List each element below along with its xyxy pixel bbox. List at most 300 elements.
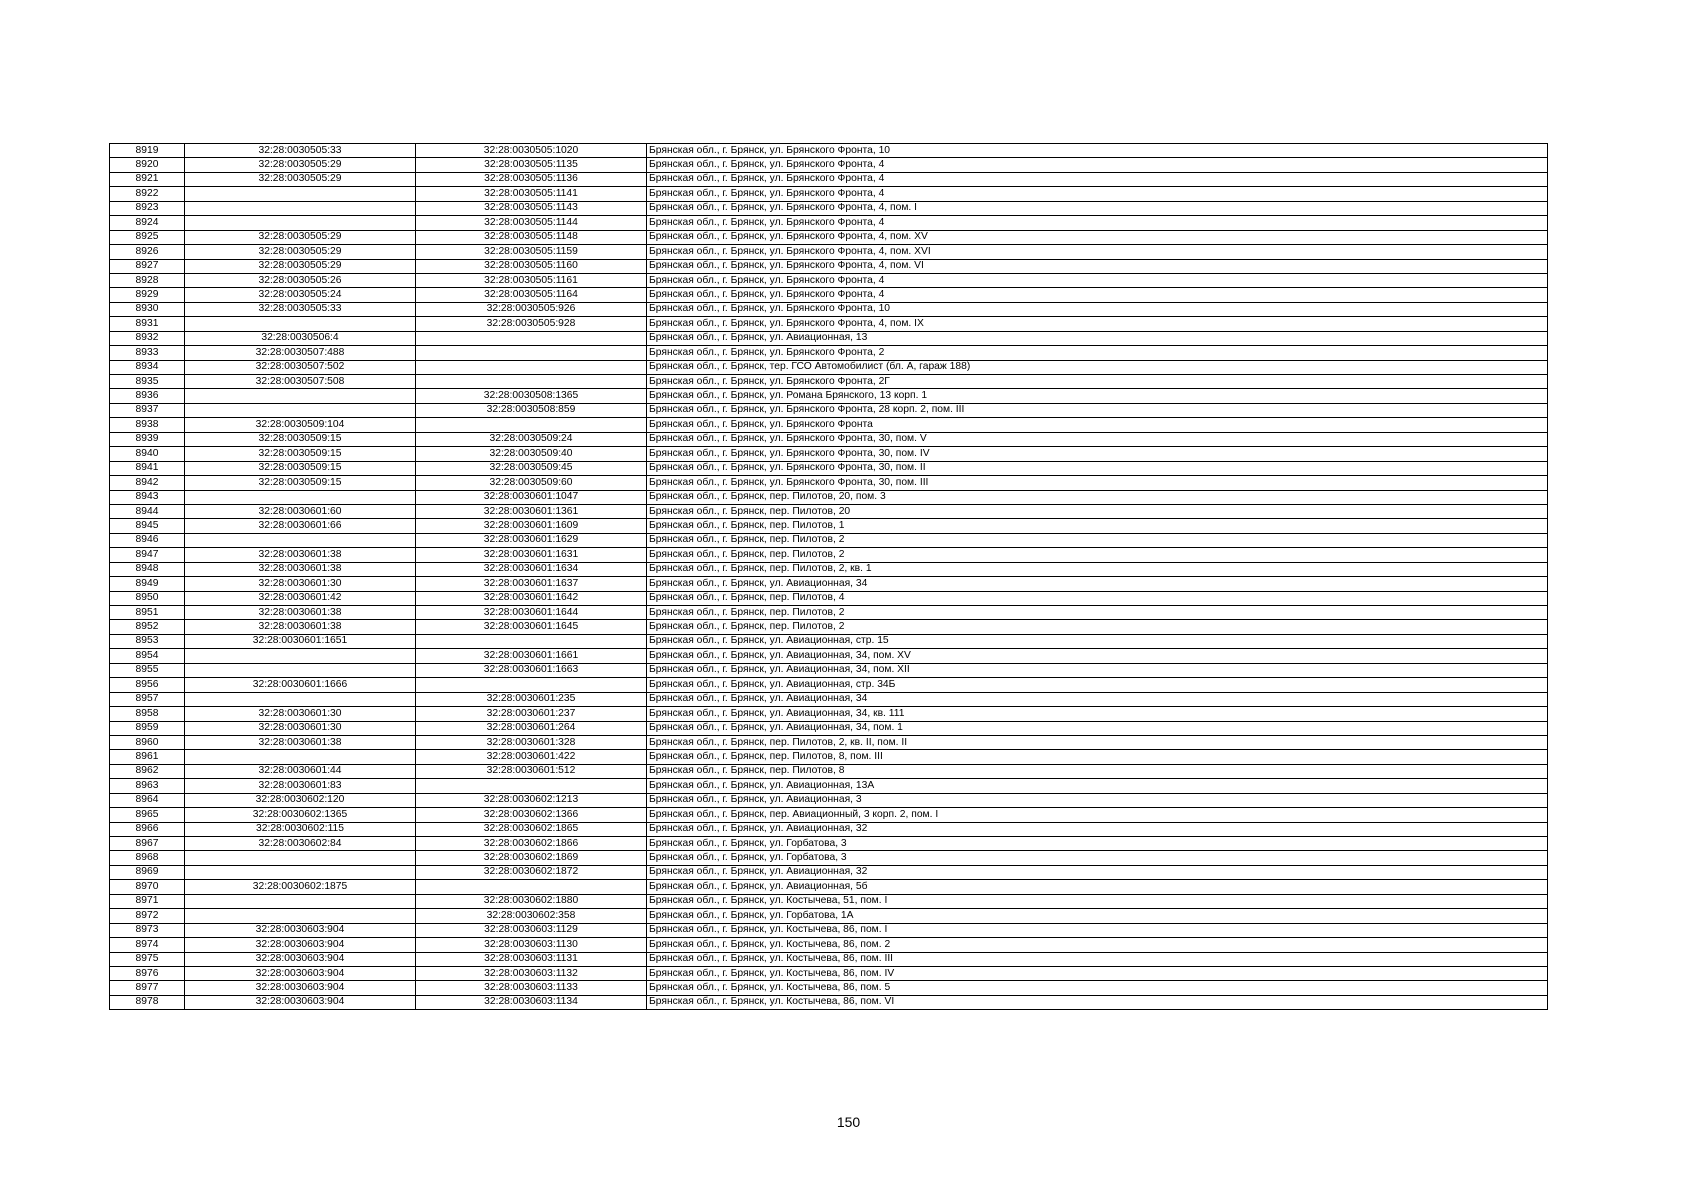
address-cell: Брянская обл., г. Брянск, пер. Пилотов, 20, пом. 3	[647, 490, 1548, 504]
row-number-cell: 8919	[110, 144, 185, 158]
table-row	[110, 230, 1548, 244]
object-cadastral-number-cell: 32:28:0030603:1131	[416, 952, 647, 966]
table-row	[110, 519, 1548, 533]
object-cadastral-number-cell: 32:28:0030602:1872	[416, 865, 647, 879]
row-number-cell: 8922	[110, 187, 185, 201]
land-cadastral-number-cell: 32:28:0030602:120	[185, 793, 416, 807]
land-cadastral-number-cell: 32:28:0030505:29	[185, 245, 416, 259]
row-number-cell: 8940	[110, 447, 185, 461]
row-number-cell: 8948	[110, 562, 185, 576]
land-cadastral-number-cell: 32:28:0030509:15	[185, 476, 416, 490]
land-cadastral-number-cell: 32:28:0030603:904	[185, 981, 416, 995]
table-row	[110, 649, 1548, 663]
object-cadastral-number-cell: 32:28:0030602:358	[416, 909, 647, 923]
row-number-cell: 8928	[110, 273, 185, 287]
address-cell: Брянская обл., г. Брянск, ул. Авиационная, стр. 15	[647, 634, 1548, 648]
land-cadastral-number-cell	[185, 187, 416, 201]
land-cadastral-number-cell: 32:28:0030505:33	[185, 144, 416, 158]
row-number-cell: 8936	[110, 389, 185, 403]
land-cadastral-number-cell: 32:28:0030601:30	[185, 721, 416, 735]
table-row	[110, 158, 1548, 172]
address-cell: Брянская обл., г. Брянск, пер. Пилотов, 4	[647, 591, 1548, 605]
land-cadastral-number-cell	[185, 851, 416, 865]
address-cell: Брянская обл., г. Брянск, ул. Брянского Фронта, 30, пом. V	[647, 432, 1548, 446]
row-number-cell: 8937	[110, 403, 185, 417]
land-cadastral-number-cell: 32:28:0030509:15	[185, 461, 416, 475]
address-cell: Брянская обл., г. Брянск, пер. Пилотов, 8, пом. III	[647, 750, 1548, 764]
row-number-cell: 8959	[110, 721, 185, 735]
land-cadastral-number-cell: 32:28:0030601:1651	[185, 634, 416, 648]
land-cadastral-number-cell: 32:28:0030507:488	[185, 346, 416, 360]
address-cell: Брянская обл., г. Брянск, ул. Брянского Фронта, 4	[647, 288, 1548, 302]
address-cell: Брянская обл., г. Брянск, пер. Пилотов, 8	[647, 764, 1548, 778]
table-row	[110, 995, 1548, 1009]
object-cadastral-number-cell	[416, 418, 647, 432]
address-cell: Брянская обл., г. Брянск, ул. Брянского Фронта, 4	[647, 187, 1548, 201]
land-cadastral-number-cell	[185, 663, 416, 677]
address-cell: Брянская обл., г. Брянск, ул. Костычева, 51, пом. I	[647, 894, 1548, 908]
land-cadastral-number-cell: 32:28:0030601:30	[185, 577, 416, 591]
row-number-cell: 8931	[110, 317, 185, 331]
table-row	[110, 981, 1548, 995]
object-cadastral-number-cell: 32:28:0030603:1129	[416, 923, 647, 937]
row-number-cell: 8938	[110, 418, 185, 432]
land-cadastral-number-cell: 32:28:0030601:38	[185, 606, 416, 620]
address-cell: Брянская обл., г. Брянск, ул. Костычева, 86, пом. 2	[647, 938, 1548, 952]
land-cadastral-number-cell	[185, 490, 416, 504]
table-row	[110, 476, 1548, 490]
land-cadastral-number-cell: 32:28:0030601:66	[185, 519, 416, 533]
land-cadastral-number-cell: 32:28:0030506:4	[185, 331, 416, 345]
row-number-cell: 8965	[110, 808, 185, 822]
address-cell: Брянская обл., г. Брянск, ул. Брянского Фронта, 4	[647, 158, 1548, 172]
table-row	[110, 678, 1548, 692]
address-cell: Брянская обл., г. Брянск, ул. Авиационная, 13	[647, 331, 1548, 345]
row-number-cell: 8920	[110, 158, 185, 172]
table-row	[110, 735, 1548, 749]
address-cell: Брянская обл., г. Брянск, ул. Костычева, 86, пом. I	[647, 923, 1548, 937]
address-cell: Брянская обл., г. Брянск, ул. Костычева, 86, пом. 5	[647, 981, 1548, 995]
object-cadastral-number-cell	[416, 331, 647, 345]
object-cadastral-number-cell	[416, 678, 647, 692]
row-number-cell: 8956	[110, 678, 185, 692]
object-cadastral-number-cell: 32:28:0030601:237	[416, 707, 647, 721]
address-cell: Брянская обл., г. Брянск, пер. Пилотов, 2, кв. II, пом. II	[647, 735, 1548, 749]
address-cell: Брянская обл., г. Брянск, ул. Брянского Фронта, 10	[647, 144, 1548, 158]
land-cadastral-number-cell: 32:28:0030603:904	[185, 923, 416, 937]
row-number-cell: 8978	[110, 995, 185, 1009]
address-cell: Брянская обл., г. Брянск, ул. Брянского Фронта	[647, 418, 1548, 432]
object-cadastral-number-cell: 32:28:0030505:1143	[416, 201, 647, 215]
land-cadastral-number-cell: 32:28:0030603:904	[185, 995, 416, 1009]
land-cadastral-number-cell: 32:28:0030505:29	[185, 172, 416, 186]
object-cadastral-number-cell: 32:28:0030509:60	[416, 476, 647, 490]
address-cell: Брянская обл., г. Брянск, ул. Брянского Фронта, 30, пом. II	[647, 461, 1548, 475]
object-cadastral-number-cell: 32:28:0030602:1880	[416, 894, 647, 908]
object-cadastral-number-cell: 32:28:0030601:1642	[416, 591, 647, 605]
table-row	[110, 360, 1548, 374]
object-cadastral-number-cell: 32:28:0030505:1144	[416, 216, 647, 230]
table-row	[110, 707, 1548, 721]
address-cell: Брянская обл., г. Брянск, ул. Костычева, 86, пом. VI	[647, 995, 1548, 1009]
table-row	[110, 144, 1548, 158]
land-cadastral-number-cell	[185, 750, 416, 764]
land-cadastral-number-cell: 32:28:0030602:1875	[185, 880, 416, 894]
address-cell: Брянская обл., г. Брянск, ул. Брянского Фронта, 4	[647, 273, 1548, 287]
row-number-cell: 8932	[110, 331, 185, 345]
object-cadastral-number-cell: 32:28:0030601:1637	[416, 577, 647, 591]
table-row	[110, 461, 1548, 475]
row-number-cell: 8958	[110, 707, 185, 721]
land-cadastral-number-cell	[185, 317, 416, 331]
table-row	[110, 548, 1548, 562]
table-row	[110, 346, 1548, 360]
object-cadastral-number-cell: 32:28:0030505:928	[416, 317, 647, 331]
table-row	[110, 317, 1548, 331]
address-cell: Брянская обл., г. Брянск, ул. Брянского Фронта, 2	[647, 346, 1548, 360]
object-cadastral-number-cell	[416, 880, 647, 894]
table-row	[110, 663, 1548, 677]
row-number-cell: 8967	[110, 837, 185, 851]
land-cadastral-number-cell: 32:28:0030601:38	[185, 620, 416, 634]
object-cadastral-number-cell: 32:28:0030508:1365	[416, 389, 647, 403]
table-row	[110, 952, 1548, 966]
table-row	[110, 793, 1548, 807]
row-number-cell: 8921	[110, 172, 185, 186]
land-cadastral-number-cell	[185, 403, 416, 417]
object-cadastral-number-cell: 32:28:0030505:1148	[416, 230, 647, 244]
address-cell: Брянская обл., г. Брянск, ул. Горбатова, 1А	[647, 909, 1548, 923]
row-number-cell: 8935	[110, 375, 185, 389]
table-row	[110, 331, 1548, 345]
object-cadastral-number-cell: 32:28:0030505:1160	[416, 259, 647, 273]
address-cell: Брянская обл., г. Брянск, ул. Брянского Фронта, 4, пом. IX	[647, 317, 1548, 331]
row-number-cell: 8927	[110, 259, 185, 273]
row-number-cell: 8963	[110, 779, 185, 793]
row-number-cell: 8971	[110, 894, 185, 908]
table-row	[110, 418, 1548, 432]
object-cadastral-number-cell: 32:28:0030505:1164	[416, 288, 647, 302]
address-cell: Брянская обл., г. Брянск, ул. Брянского Фронта, 4, пом. XV	[647, 230, 1548, 244]
row-number-cell: 8943	[110, 490, 185, 504]
land-cadastral-number-cell: 32:28:0030509:15	[185, 432, 416, 446]
table-row	[110, 273, 1548, 287]
land-cadastral-number-cell: 32:28:0030602:1365	[185, 808, 416, 822]
object-cadastral-number-cell: 32:28:0030603:1133	[416, 981, 647, 995]
object-cadastral-number-cell	[416, 634, 647, 648]
table-row	[110, 764, 1548, 778]
row-number-cell: 8934	[110, 360, 185, 374]
table-row	[110, 692, 1548, 706]
address-cell: Брянская обл., г. Брянск, пер. Пилотов, 2	[647, 548, 1548, 562]
table-row	[110, 562, 1548, 576]
row-number-cell: 8962	[110, 764, 185, 778]
registry-table	[109, 143, 1548, 1010]
row-number-cell: 8929	[110, 288, 185, 302]
address-cell: Брянская обл., г. Брянск, пер. Пилотов, 20	[647, 504, 1548, 518]
table-row	[110, 187, 1548, 201]
land-cadastral-number-cell: 32:28:0030505:33	[185, 302, 416, 316]
object-cadastral-number-cell: 32:28:0030601:235	[416, 692, 647, 706]
object-cadastral-number-cell: 32:28:0030603:1132	[416, 966, 647, 980]
address-cell: Брянская обл., г. Брянск, ул. Авиационная, 3	[647, 793, 1548, 807]
table-row	[110, 620, 1548, 634]
object-cadastral-number-cell: 32:28:0030505:1020	[416, 144, 647, 158]
row-number-cell: 8954	[110, 649, 185, 663]
land-cadastral-number-cell	[185, 533, 416, 547]
table-row	[110, 389, 1548, 403]
table-row	[110, 634, 1548, 648]
row-number-cell: 8957	[110, 692, 185, 706]
address-cell: Брянская обл., г. Брянск, ул. Брянского Фронта, 2Г	[647, 375, 1548, 389]
row-number-cell: 8955	[110, 663, 185, 677]
table-row	[110, 216, 1548, 230]
table-row	[110, 302, 1548, 316]
row-number-cell: 8973	[110, 923, 185, 937]
object-cadastral-number-cell	[416, 779, 647, 793]
address-cell: Брянская обл., г. Брянск, пер. Пилотов, 2, кв. 1	[647, 562, 1548, 576]
table-row	[110, 172, 1548, 186]
address-cell: Брянская обл., г. Брянск, пер. Пилотов, 2	[647, 606, 1548, 620]
address-cell: Брянская обл., г. Брянск, ул. Брянского Фронта, 30, пом. III	[647, 476, 1548, 490]
land-cadastral-number-cell: 32:28:0030505:29	[185, 230, 416, 244]
object-cadastral-number-cell: 32:28:0030505:1141	[416, 187, 647, 201]
object-cadastral-number-cell: 32:28:0030601:1609	[416, 519, 647, 533]
land-cadastral-number-cell: 32:28:0030601:38	[185, 548, 416, 562]
address-cell: Брянская обл., г. Брянск, ул. Авиационная, 34, кв. 111	[647, 707, 1548, 721]
address-cell: Брянская обл., г. Брянск, ул. Костычева, 86, пом. IV	[647, 966, 1548, 980]
address-cell: Брянская обл., г. Брянск, ул. Авиационная, 32	[647, 865, 1548, 879]
land-cadastral-number-cell	[185, 216, 416, 230]
row-number-cell: 8970	[110, 880, 185, 894]
object-cadastral-number-cell	[416, 346, 647, 360]
row-number-cell: 8969	[110, 865, 185, 879]
table-row	[110, 259, 1548, 273]
address-cell: Брянская обл., г. Брянск, ул. Брянского Фронта, 4, пом. I	[647, 201, 1548, 215]
object-cadastral-number-cell: 32:28:0030601:422	[416, 750, 647, 764]
object-cadastral-number-cell: 32:28:0030509:24	[416, 432, 647, 446]
table-row	[110, 779, 1548, 793]
row-number-cell: 8942	[110, 476, 185, 490]
address-cell: Брянская обл., г. Брянск, ул. Авиационная, 32	[647, 822, 1548, 836]
table-row	[110, 533, 1548, 547]
table-row	[110, 865, 1548, 879]
row-number-cell: 8976	[110, 966, 185, 980]
object-cadastral-number-cell: 32:28:0030505:1161	[416, 273, 647, 287]
table-row	[110, 432, 1548, 446]
object-cadastral-number-cell: 32:28:0030602:1869	[416, 851, 647, 865]
address-cell: Брянская обл., г. Брянск, ул. Брянского Фронта, 4	[647, 216, 1548, 230]
object-cadastral-number-cell: 32:28:0030602:1866	[416, 837, 647, 851]
address-cell: Брянская обл., г. Брянск, ул. Брянского Фронта, 30, пом. IV	[647, 447, 1548, 461]
land-cadastral-number-cell	[185, 909, 416, 923]
row-number-cell: 8975	[110, 952, 185, 966]
land-cadastral-number-cell: 32:28:0030602:84	[185, 837, 416, 851]
row-number-cell: 8944	[110, 504, 185, 518]
object-cadastral-number-cell: 32:28:0030602:1213	[416, 793, 647, 807]
object-cadastral-number-cell: 32:28:0030601:264	[416, 721, 647, 735]
land-cadastral-number-cell: 32:28:0030509:15	[185, 447, 416, 461]
object-cadastral-number-cell: 32:28:0030601:1631	[416, 548, 647, 562]
table-row	[110, 894, 1548, 908]
land-cadastral-number-cell	[185, 894, 416, 908]
land-cadastral-number-cell: 32:28:0030601:42	[185, 591, 416, 605]
table-row	[110, 721, 1548, 735]
address-cell: Брянская обл., г. Брянск, пер. Пилотов, 2	[647, 533, 1548, 547]
address-cell: Брянская обл., г. Брянск, ул. Авиационная, 13А	[647, 779, 1548, 793]
address-cell: Брянская обл., г. Брянск, тер. ГСО Автомобилист (бл. А, гараж 188)	[647, 360, 1548, 374]
address-cell: Брянская обл., г. Брянск, ул. Авиационная, 34	[647, 692, 1548, 706]
land-cadastral-number-cell	[185, 201, 416, 215]
row-number-cell: 8960	[110, 735, 185, 749]
object-cadastral-number-cell: 32:28:0030505:1136	[416, 172, 647, 186]
row-number-cell: 8925	[110, 230, 185, 244]
object-cadastral-number-cell: 32:28:0030505:926	[416, 302, 647, 316]
table-row	[110, 504, 1548, 518]
object-cadastral-number-cell: 32:28:0030601:1663	[416, 663, 647, 677]
table-row	[110, 938, 1548, 952]
object-cadastral-number-cell: 32:28:0030602:1865	[416, 822, 647, 836]
row-number-cell: 8930	[110, 302, 185, 316]
land-cadastral-number-cell	[185, 389, 416, 403]
land-cadastral-number-cell: 32:28:0030505:29	[185, 158, 416, 172]
row-number-cell: 8949	[110, 577, 185, 591]
table-row	[110, 403, 1548, 417]
address-cell: Брянская обл., г. Брянск, ул. Авиационная, стр. 34Б	[647, 678, 1548, 692]
address-cell: Брянская обл., г. Брянск, ул. Авиационная, 34, пом. XV	[647, 649, 1548, 663]
table-row	[110, 750, 1548, 764]
land-cadastral-number-cell: 32:28:0030601:38	[185, 562, 416, 576]
land-cadastral-number-cell: 32:28:0030603:904	[185, 966, 416, 980]
table-row	[110, 245, 1548, 259]
table-row	[110, 201, 1548, 215]
row-number-cell: 8977	[110, 981, 185, 995]
land-cadastral-number-cell: 32:28:0030507:502	[185, 360, 416, 374]
land-cadastral-number-cell: 32:28:0030505:29	[185, 259, 416, 273]
address-cell: Брянская обл., г. Брянск, ул. Брянского Фронта, 4, пом. XVI	[647, 245, 1548, 259]
table-row	[110, 375, 1548, 389]
address-cell: Брянская обл., г. Брянск, ул. Брянского Фронта, 10	[647, 302, 1548, 316]
row-number-cell: 8951	[110, 606, 185, 620]
registry-table-body	[110, 144, 1548, 1010]
object-cadastral-number-cell: 32:28:0030601:1047	[416, 490, 647, 504]
address-cell: Брянская обл., г. Брянск, ул. Авиационная, 34, пом. XII	[647, 663, 1548, 677]
address-cell: Брянская обл., г. Брянск, ул. Костычева, 86, пом. III	[647, 952, 1548, 966]
address-cell: Брянская обл., г. Брянск, пер. Пилотов, 1	[647, 519, 1548, 533]
table-row	[110, 822, 1548, 836]
table-row	[110, 808, 1548, 822]
object-cadastral-number-cell: 32:28:0030509:40	[416, 447, 647, 461]
land-cadastral-number-cell: 32:28:0030601:83	[185, 779, 416, 793]
land-cadastral-number-cell: 32:28:0030601:38	[185, 735, 416, 749]
land-cadastral-number-cell: 32:28:0030601:1666	[185, 678, 416, 692]
object-cadastral-number-cell	[416, 375, 647, 389]
land-cadastral-number-cell: 32:28:0030601:30	[185, 707, 416, 721]
row-number-cell: 8968	[110, 851, 185, 865]
object-cadastral-number-cell: 32:28:0030505:1159	[416, 245, 647, 259]
page-number: 150	[836, 1114, 861, 1130]
table-row	[110, 606, 1548, 620]
land-cadastral-number-cell	[185, 692, 416, 706]
table-row	[110, 851, 1548, 865]
table-row	[110, 591, 1548, 605]
address-cell: Брянская обл., г. Брянск, ул. Брянского Фронта, 4, пом. VI	[647, 259, 1548, 273]
row-number-cell: 8946	[110, 533, 185, 547]
land-cadastral-number-cell: 32:28:0030505:24	[185, 288, 416, 302]
object-cadastral-number-cell: 32:28:0030601:512	[416, 764, 647, 778]
row-number-cell: 8926	[110, 245, 185, 259]
land-cadastral-number-cell: 32:28:0030603:904	[185, 952, 416, 966]
table-row	[110, 490, 1548, 504]
object-cadastral-number-cell: 32:28:0030508:859	[416, 403, 647, 417]
object-cadastral-number-cell: 32:28:0030603:1134	[416, 995, 647, 1009]
address-cell: Брянская обл., г. Брянск, ул. Горбатова, 3	[647, 837, 1548, 851]
object-cadastral-number-cell: 32:28:0030601:1661	[416, 649, 647, 663]
table-row	[110, 909, 1548, 923]
object-cadastral-number-cell: 32:28:0030602:1366	[416, 808, 647, 822]
row-number-cell: 8953	[110, 634, 185, 648]
object-cadastral-number-cell: 32:28:0030601:1634	[416, 562, 647, 576]
address-cell: Брянская обл., г. Брянск, ул. Брянского Фронта, 4	[647, 172, 1548, 186]
row-number-cell: 8964	[110, 793, 185, 807]
object-cadastral-number-cell: 32:28:0030601:1644	[416, 606, 647, 620]
land-cadastral-number-cell: 32:28:0030507:508	[185, 375, 416, 389]
address-cell: Брянская обл., г. Брянск, ул. Авиационная, 5б	[647, 880, 1548, 894]
object-cadastral-number-cell: 32:28:0030601:1629	[416, 533, 647, 547]
object-cadastral-number-cell	[416, 360, 647, 374]
row-number-cell: 8961	[110, 750, 185, 764]
land-cadastral-number-cell: 32:28:0030602:115	[185, 822, 416, 836]
object-cadastral-number-cell: 32:28:0030505:1135	[416, 158, 647, 172]
address-cell: Брянская обл., г. Брянск, ул. Авиационная, 34, пом. 1	[647, 721, 1548, 735]
address-cell: Брянская обл., г. Брянск, пер. Авиационный, 3 корп. 2, пом. I	[647, 808, 1548, 822]
object-cadastral-number-cell: 32:28:0030603:1130	[416, 938, 647, 952]
object-cadastral-number-cell: 32:28:0030601:328	[416, 735, 647, 749]
row-number-cell: 8924	[110, 216, 185, 230]
table-row	[110, 880, 1548, 894]
row-number-cell: 8945	[110, 519, 185, 533]
object-cadastral-number-cell: 32:28:0030601:1361	[416, 504, 647, 518]
table-row	[110, 577, 1548, 591]
row-number-cell: 8941	[110, 461, 185, 475]
row-number-cell: 8923	[110, 201, 185, 215]
address-cell: Брянская обл., г. Брянск, ул. Романа Брянского, 13 корп. 1	[647, 389, 1548, 403]
table-row	[110, 288, 1548, 302]
row-number-cell: 8950	[110, 591, 185, 605]
table-row	[110, 837, 1548, 851]
land-cadastral-number-cell: 32:28:0030603:904	[185, 938, 416, 952]
land-cadastral-number-cell: 32:28:0030505:26	[185, 273, 416, 287]
table-row	[110, 447, 1548, 461]
row-number-cell: 8939	[110, 432, 185, 446]
row-number-cell: 8966	[110, 822, 185, 836]
land-cadastral-number-cell: 32:28:0030601:44	[185, 764, 416, 778]
address-cell: Брянская обл., г. Брянск, ул. Авиационная, 34	[647, 577, 1548, 591]
row-number-cell: 8952	[110, 620, 185, 634]
object-cadastral-number-cell: 32:28:0030601:1645	[416, 620, 647, 634]
row-number-cell: 8947	[110, 548, 185, 562]
table-row	[110, 923, 1548, 937]
land-cadastral-number-cell	[185, 649, 416, 663]
land-cadastral-number-cell: 32:28:0030509:104	[185, 418, 416, 432]
table-row	[110, 966, 1548, 980]
land-cadastral-number-cell: 32:28:0030601:60	[185, 504, 416, 518]
row-number-cell: 8974	[110, 938, 185, 952]
address-cell: Брянская обл., г. Брянск, ул. Горбатова, 3	[647, 851, 1548, 865]
address-cell: Брянская обл., г. Брянск, пер. Пилотов, 2	[647, 620, 1548, 634]
object-cadastral-number-cell: 32:28:0030509:45	[416, 461, 647, 475]
row-number-cell: 8933	[110, 346, 185, 360]
